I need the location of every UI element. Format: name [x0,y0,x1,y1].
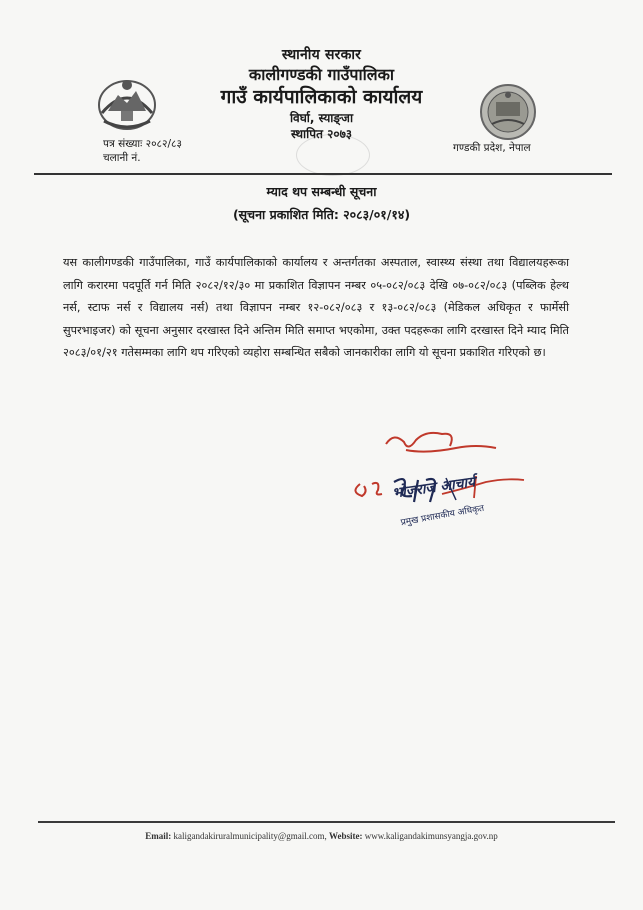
email-address[interactable]: kaligandakiruralmunicipality@gmail.com, [173,831,327,841]
header-established: स्थापित २०७३ [290,127,353,141]
signer-name: भोजराज आचार्य [391,474,477,502]
municipality-logo-icon [478,82,538,142]
notice-subtitle: (सूचना प्रकाशित मिति: २०८३/०१/१४) [232,207,411,222]
signer-title: प्रमुख प्रशासकीय अधिकृत [400,503,485,529]
footer-divider [38,821,615,823]
header-divider [34,173,612,175]
website-link[interactable]: www.kaligandakimunsyangja.gov.np [364,831,498,841]
header-address: विर्घा, स्याङ्जा [289,111,354,125]
footer-contact [0,831,643,841]
website-label: Website: [328,831,363,841]
header-municipality-name: कालीगण्डकी गाउँपालिका [248,65,395,84]
dispatch-number: चलानी नं. [103,152,141,164]
notice-title: म्याद थप सम्बन्धी सूचना [266,184,377,199]
email-label: Email: [145,831,172,841]
reference-block [103,137,182,165]
header-local-government: स्थानीय सरकार [281,47,362,63]
reference-number: पत्र संख्याः २०८२/८३ [103,138,182,150]
notice-body: यस कालीगण्डकी गाउँपालिका, गाउँ कार्यपालिकाको कार्यालय र अन्तर्गतका अस्पताल, स्वास्थ्य संस्था तथा विद्यालयहरूका लागि करारमा पदपूर्ति गर्न मिति २०८२/१२/३० मा प्रकाशित विज्ञापन नम्बर ०५-०८२/०८३ देखि ०७-०८२/०८३ (पब्लिक हेल्थ नर्स, स्टाफ नर्स र विद्यालय नर्स) तथा विज्ञापन नम्बर १२-०८२/०८३ र १३-०८२/०८३ (मेडिकल अधिकृत र फार्मेसी सुपरभाइजर) को सूचना अनुसार दरखास्त दिने अन्तिम मिति समाप्त भएकोमा, उक्त पदहरूका लागि दरखास्त दिने म्याद मिति २०८३/०१/२१ गतेसम्मका लागि थप गरिएको व्यहोरा सम्बन्धित सबैको जानकारीका लागि यो सूचना प्रकाशित गरिएको छ। [63,256,569,359]
header-office-name: गाउँ कार्यपालिकाको कार्यालय [220,86,423,108]
faint-stamp [296,134,370,176]
province-text: गण्डकी प्रदेश, नेपाल [453,142,531,154]
